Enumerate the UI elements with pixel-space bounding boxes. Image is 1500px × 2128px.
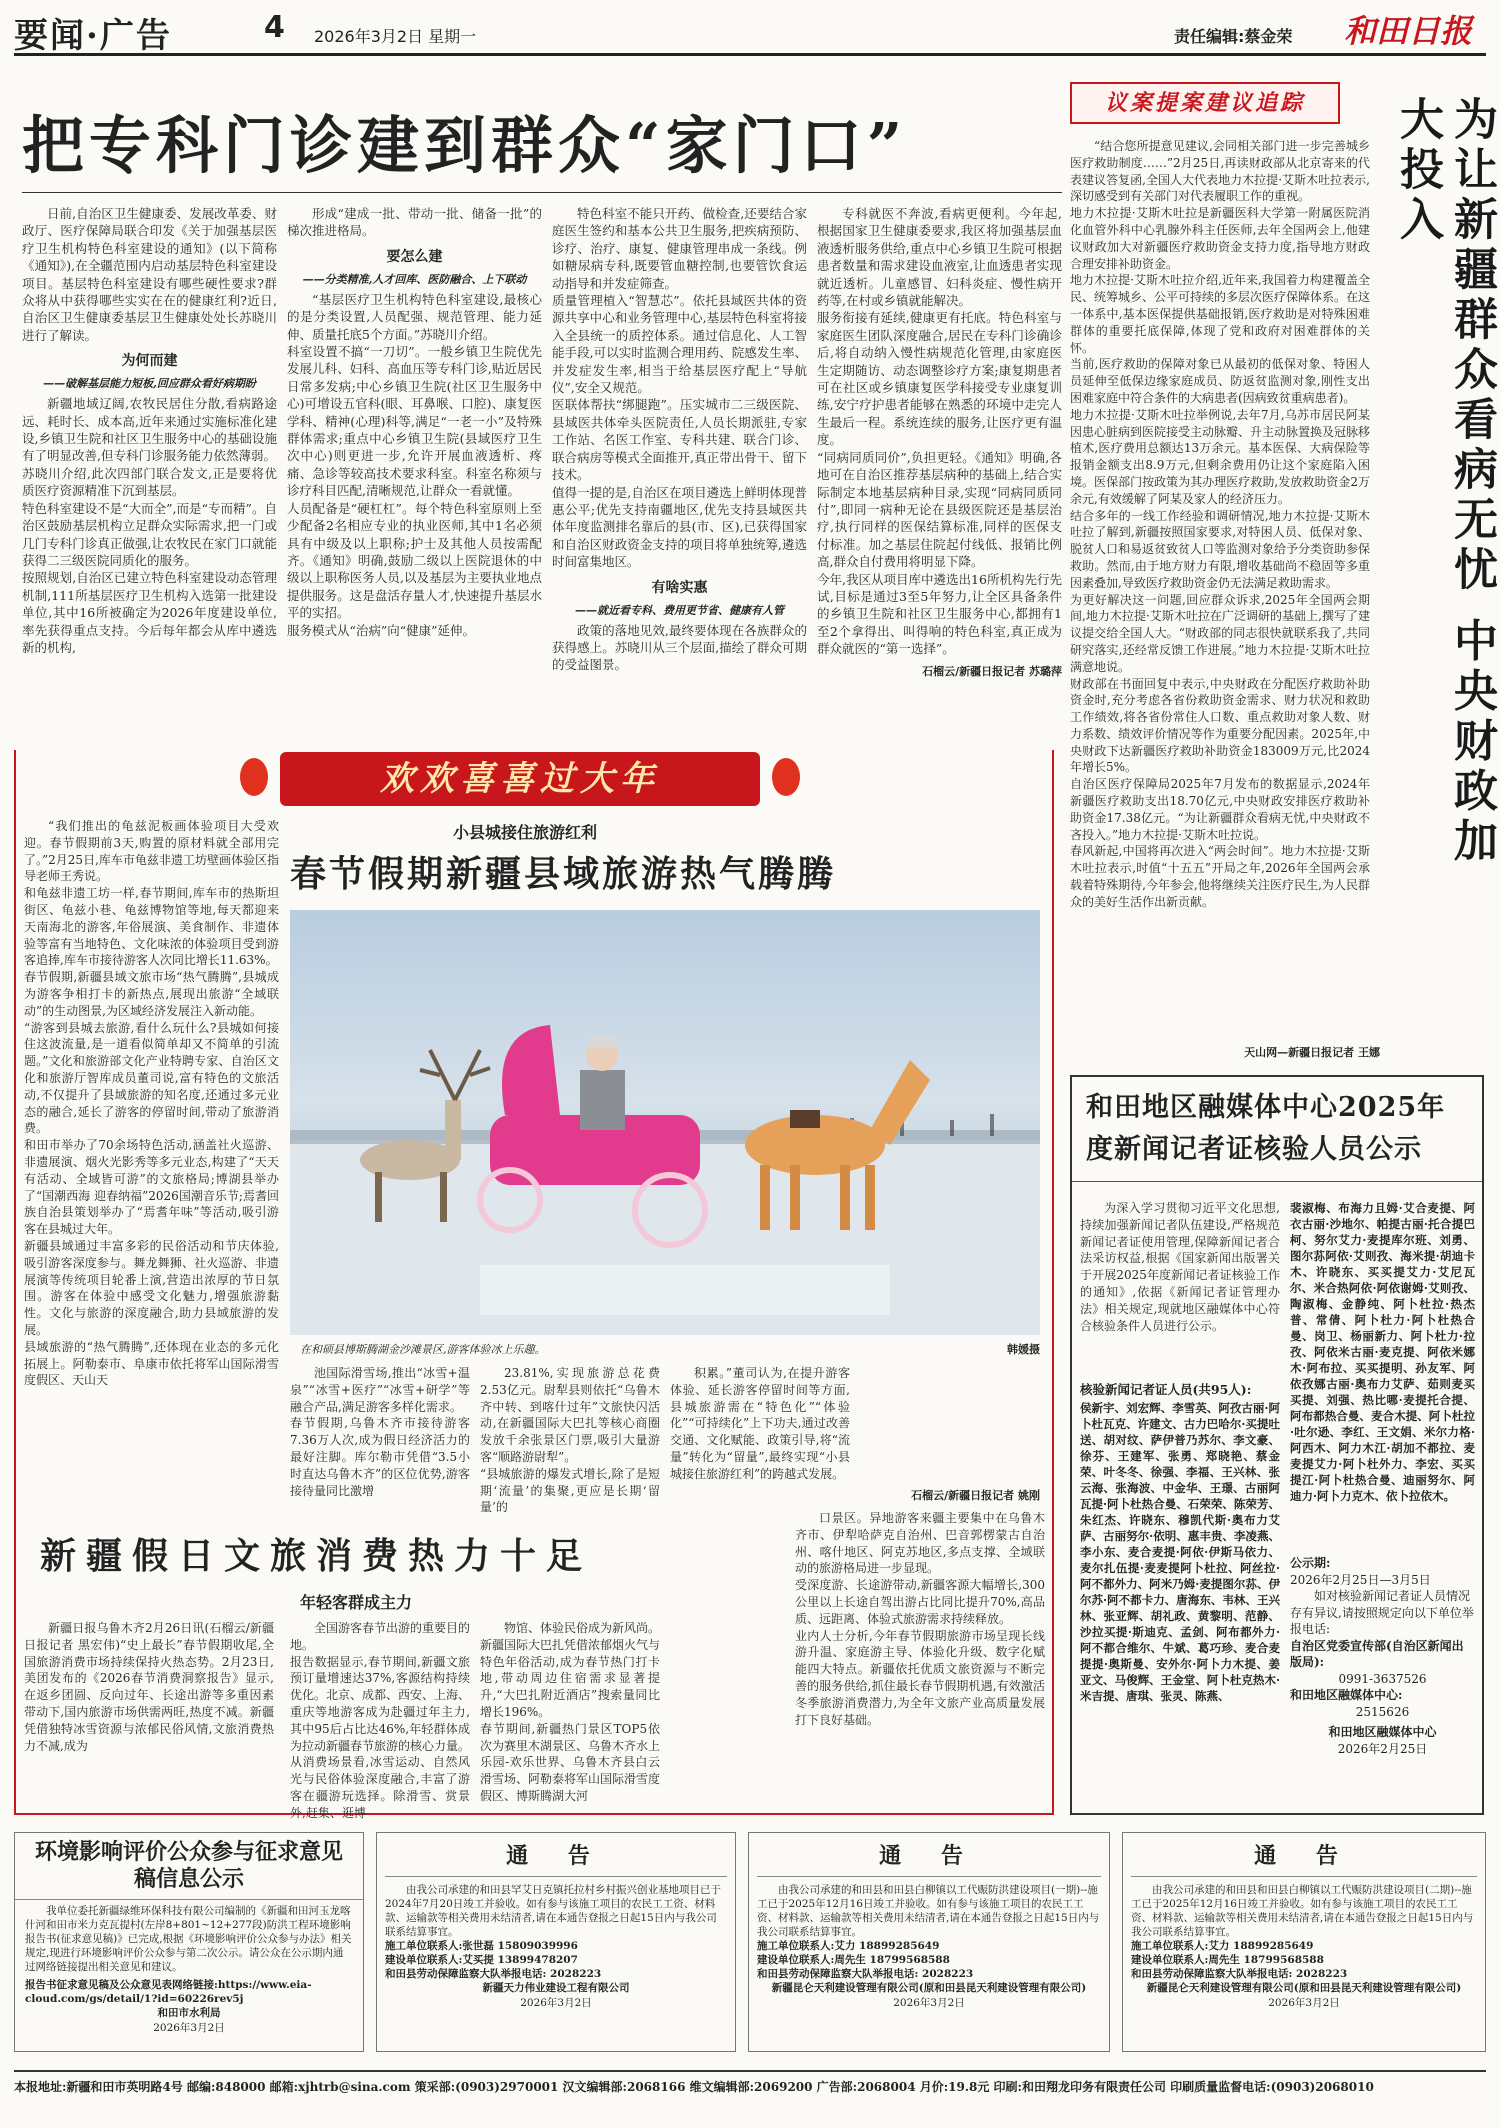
lead-col-3: 特色科室不能只开药、做检查,还要结合家庭医生签约和基本公共卫生服务,把疾病预防、诊疗、治疗、康复、健康管理串成一条线。例如糖尿病专科,既要管血糖控制,也要管饮食运动指导和并发症筛查。 质量管理植入“智慧芯”。依托县域医共体的资源共享中心和业务管理中心,基层特色科室将接入全县统一的质控体系。通过信息化、人工智能手段,可以实时监测合理用药、院感发生率、并发症发生率,相当于给基层医疗配上“导航仪”,安全又规范。 医联体帮扶“绑腿跑”。压实城市二三级医院、县域医共体牵头医院责任,人员长期派驻,专家工作站、名医工作室、专科共建、联合门诊、联合病房等模式全面推开,真正带出骨干、留下技术。 值得一提的是,自治区在项目遴选上鲜明体现普惠公平;优先支持南疆地区,优先支持县域医共体年度监测排名靠后的县(市、区),已获得国家和自治区财政资金支持的项目将单独统筹,遴选时间富集地区。 有啥实惠 ——就近看专科、费用更节省、健康有人管 政策的落地见效,最终要体现在各族群众的获得感上。苏晓川从三个层面,描绘了群众可期的受益图景。 [552, 206, 807, 673]
consume-col-3: 物馆、体验民俗成为新风尚。新疆国际大巴扎凭借浓郁烟火气与特色年俗活动,成为春节热门打卡地,带动周边住宿需求显著提升,“大巴扎附近酒店”搜索量同比增长196%。 春节期间,新疆热门景区TOP5依次为赛里木湖景区、乌鲁木齐水上乐园-欢乐世界、乌鲁木齐县白云滑雪场、阿勒泰将军山国际滑雪度假区、博斯腾湖大河 [480, 1621, 661, 1803]
side-byline: 天山网—新疆日报记者 王娜 [1244, 1046, 1380, 1059]
festival-byline: 石榴云/新疆日报记者 姚刚 [911, 1489, 1040, 1502]
lantern-right-icon [772, 758, 800, 796]
consume-col-4: 口景区。异地游客来疆主要集中在乌鲁木齐市、伊犁哈萨克自治州、巴音郭楞蒙古自治州、喀什地区、阿克苏地区,多点支撑、全域联动的旅游格局进一步显现。 受深度游、长途游带动,新疆客源大幅增长,300公里以上长途自驾出游占比同比提升70%,高品质、远距离、体验式旅游需求持续释放。 业内人士分析,今年春节假期旅游市场呈现长线游升温、家庭游主导、体验化升级、数字化赋能四大特点。新疆依托优质文旅资源与不断完善的服务供给,抓住最长春节假期机遇,有效激活冬季旅游消费潜力,为全年文旅产业高质量发展打下良好基础。 [795, 1511, 1045, 1727]
subhead-why: 为何而建 [121, 353, 178, 370]
lead-col-2: 形成“建成一批、带动一批、储备一批”的梯次推进格局。 要怎么建 ——分类精准,人才回库、医防融合、上下联动 “基层医疗卫生机构特色科室建设,最核心的是分类设置,人员配强、规范管理、能力延伸、质量托底5个方面。”苏晓川介绍。 科室设置不搞“一刀切”。一般乡镇卫生院优先发展儿科、妇科、高血压等专科门诊,贴近居民日常多发病;中心乡镇卫生院(社区卫生服务中心)可增设五官科(眼、耳鼻喉、口腔)、康复医学科、精神(心理)科等,满足“一老一小”及特殊群体需求;重点中心乡镇卫生院(县域医疗卫生次中心)则更进一步,允许开展血液透析、疼痛、急诊等较高技术要求科室。科室名称须与诊疗科目匹配,清晰规范,让群众一看就懂。 人员配备是“硬杠杠”。每个特色科室原则上至少配备2名相应专业的执业医师,其中1名必须具有中级及以上职称;护士及其他人员按需配齐。《通知》明确,鼓励二级以上医院退休的中级以上职称医务人员,以及基层为主要执业地点提供服务。这是盘活存量人才,快速提升基层水平的实招。 服务模式从“治病”向“健康”延伸。 [287, 206, 542, 638]
editor: 责任编辑:蔡金荣 [1174, 27, 1293, 46]
subhead-benefit: 有啥实惠 [651, 579, 708, 596]
notice-period-block: 公示期: 2026年2月25日—3月5日 如对核验新闻记者证人员情况存有异议,请按照规定向以下单位举报电话: 自治区党委宣传部(自治区新闻出版局): 0991-3637526 和田地区融媒体中心: 2515626 和田地区融媒体中心 2026年2月25日 [1290, 1556, 1474, 1756]
festival-col-3: 23.81%,实现旅游总花费2.53亿元。尉犁县则依托“乌鲁木齐中转、到喀什过年”文旅快闪活动,在新疆国际大巴扎等核心商圈发放千余张景区门票,吸引大量游客“顺路游尉犁”。 “县城旅游的爆发式增长,除了是短期‘流量’的集聚,更应是长期‘留量’的 [480, 1366, 660, 1515]
festival-col-2: 池国际滑雪场,推出“冰雪+温泉”“冰雪+医疗”“冰雪+研学”等融合产品,满足游客多样化需求。 春节假期,乌鲁木齐市接待游客7.36万人次,成为假日经济活力的最好注脚。库尔勒市凭借“3.5小时直达乌鲁木齐”的区位优势,游客接待量同比激增 [290, 1366, 470, 1498]
headline: 把专科门诊建到群众“家门口” [22, 109, 908, 182]
column-label: 议案提案建议追踪 [1070, 82, 1340, 124]
side-article: “结合您所提意见建议,会同相关部门进一步完善城乡医疗救助制度……”2月25日,再读财政部从北京寄来的代表建议答复函,全国人大代表地力木拉提·艾斯木吐拉表示,深切感受到有关部门对代表履职工作的重视。 地力木拉提·艾斯木吐拉是新疆医科大学第一附属医院消化血管外科中心乳腺外科主任医师,去年全国两会上,他建议财政加大对新疆医疗救助资金支持力度,指导地方财政合理安排补助资金。 地力木拉提·艾斯木吐拉介绍,近年来,我国着力构建覆盖全民、统筹城乡、公平可持续的多层次医疗保障体系。在这一体系中,基本医保提供基础报销,医疗救助是对特殊困难群体的重要托底保障,体现了党和政府对困难群体的关怀。 当前,医疗救助的保障对象已从最初的低保对象、特困人员延伸至低保边缘家庭成员、防返贫监测对象,刚性支出困难家庭中符合条件的大病患者(因病致贫重病患者)。 地力木拉提·艾斯木吐拉举例说,去年7月,乌苏市居民阿某因患心脏病到医院接受主动脉瓣、升主动脉置换及冠脉移植术,医疗费用总额达13万余元。基本医保、大病保险等报销金额支出8.9万元,但剩余费用仍让这个家庭陷入困境。医保部门按政策为其办理医疗救助,发放救助资金2万余元,有效缓解了阿某及家人的经济压力。 结合多年的一线工作经验和调研情况,地力木拉提·艾斯木吐拉了解到,新疆按照国家要求,对特困人员、低保对象、脱贫人口和易返贫致贫人口等监测对象给予分类资助参保救助。然而,由于地方财力有限,增收基础尚不稳固等多重因素叠加,导致医疗救助资金仍无法满足救助需求。 为更好解决这一问题,回应群众诉求,2025年全国两会期间,地力木拉提·艾斯木吐拉在广泛调研的基础上,撰写了建议提交给全国人大。“财政部的同志很快就联系我了,共同研究落实,还经常反馈工作进展。”地力木拉提·艾斯木吐拉满意地说。 财政部在书面回复中表示,中央财政在分配医疗救助补助资金时,充分考虑各省份救助资金需求、财力状况和救助工作绩效,将各省份常住人口数、重点救助对象人数、财力系数、绩效评价情况等作为重要分配因素。2025年,中央财政下达新疆医疗救助补助资金183009万元,比2024年增长5%。 自治区医疗保障局2025年7月发布的数据显示,2024年新疆医疗救助支出18.70亿元,中央财政安排医疗救助补助资金17.38亿元。“为让新疆群众看病无忧,中央财政不吝投入。”地力木拉提·艾斯木吐拉说。 春风新起,中国将再次进入“两会时间”。地力木拉提·艾斯木吐拉表示,时值“十五五”开局之年,2026年全国两会承载着特殊期待,今年参会,他将继续关注医疗民生,为人民群众的美好生活作出新贡献。 [1070, 139, 1371, 909]
photo-caption: 在和硕县博斯腾湖金沙滩景区,游客体验冰上乐趣。 [300, 1343, 546, 1356]
footer-info: 本报地址:新疆和田市英明路4号 邮编:848000 邮箱:xjhtrb@sina.com 策采部:(0903)2970001 汉文编辑部:2068166 维文编辑部:2069200 广告部:2068004 月价:19.8元 印刷:和田翔龙印务有限责任公司 印刷质量监督电话:(0903)2068010 [14, 2080, 1374, 2094]
footer-rule [14, 2070, 1486, 2072]
lantern-left-icon [240, 758, 268, 796]
festival-banner: 欢欢喜喜过大年 [280, 752, 760, 806]
names-heading: 核验新闻记者证人员(共95人): [1080, 1382, 1252, 1397]
page-number: 4 [264, 10, 285, 45]
names-list-1: 侯新宇、刘宏辉、李雪英、阿孜古丽·阿卜杜瓦克、许建文、古力巴哈尔·买提吐送、胡对纹、萨伊普乃苏尔、李文豪、徐芬、王建军、张勇、郑晓艳、蔡金荣、叶冬冬、徐强、李福、王兴林、张云海、张海波、中金华、王璟、古丽阿瓦提·阿卜杜热合曼、石荣荣、陈荣芳、朱红杰、许晓东、穆凯代斯·奥布力艾萨、古丽努尔·依明、惠丰贵、李凌燕、李小东、麦合麦提·阿依·伊斯马依力、麦尔扎伍提·麦麦提阿卜杜拉、阿丝拉·阿不都外力、阿米乃姆·麦提图尔荪、伊尔苏·阿不都卡力、唐海东、韦林、王兴林、张亚辉、胡礼政、黄黎明、范静、沙拉买提·斯迪克、孟剑、阿布都外力·阿不都合维尔、牛斌、葛巧珍、麦合麦提提·奥斯曼、安外尔·阿卜力木提、姜亚文、马俊辉、王金堂、阿卜杜克热木·米吉提、唐琪、张灵、陈燕、 [1080, 1401, 1280, 1703]
festival-headline: 春节假期新疆县域旅游热气腾腾 [290, 853, 837, 895]
consume-col-1: 新疆日报乌鲁木齐2月26日讯(石榴云/新疆日报记者 黑宏伟)“史上最长”春节假期收尾,全国旅游消费市场持续保持火热态势。2月23日,美团发布的《2026春节消费洞察报告》显示,在返乡团圆、反向过年、长途出游等多重因素带动下,国内旅游市场供需两旺,热度不减。新疆凭借独特冰雪资源与浓郁民俗风情,文旅消费热力不减,成为 [24, 1621, 274, 1753]
subhead-how: 要怎么建 [386, 248, 443, 265]
lead-col-4: 专科就医不奔波,看病更便利。今年起,根据国家卫生健康委要求,我区将加强基层血液透析服务供给,重点中心乡镇卫生院可根据患者数量和需求建设血液室,让血透患者实现就近透析。儿童感冒、妇科炎症、慢性病开药等,在村或乡镇就能解决。 服务衔接有延续,健康更有托底。特色科室与家庭医生团队深度融合,居民在专科门诊确诊后,将自动纳入慢性病规范化管理,由家庭医生定期随访、动态调整诊疗方案;康复期患者可在社区或乡镇康复医学科接受专业康复训练,安宁疗护患者能够在熟悉的环境中走完人生最后一程。系统连续的服务,让医疗更有温度。 “同病同质同价”,负担更轻。《通知》明确,各地可在自治区推荐基层病种的基础上,结合实际制定本地基层病种目录,实现“同病同质同付”,即同一病种无论在县级医院还是基层治疗,执行同样的医保结算标准,同样的医保支付标准。加之基层住院起付线低、报销比例高,群众自付费用将明显下降。 今年,我区从项目库中遴选出16所机构先行先试,目标是通过3至5年努力,让全区具备条件的乡镇卫生院和社区卫生服务中心,都拥有1至2个拿得出、叫得响的特色科室,真正成为群众就医的“第一选择”。 石榴云/新疆日报记者 苏璐萍 [817, 206, 1062, 678]
lead-byline: 石榴云/新疆日报记者 苏璐萍 [922, 664, 1062, 678]
side-headline: 为让新疆群众看病无忧 中央财政加大投入 [1392, 96, 1497, 868]
festival-col-4: 积累。”董司认为,在提升游客体验、延长游客停留时间等方面,县城旅游需在“特色化”“体验化”“可持续化”上下功夫,通过改善交通、文化赋能、政策引导,将“流量”转化为“留量”,最终实现“小县城接住旅游红利”的跨越式发展。 [670, 1366, 850, 1481]
lead-col-1: 日前,自治区卫生健康委、发展改革委、财政厅、医疗保障局联合印发《关于加强基层医疗卫生机构特色科室建设的通知》(以下简称《通知》),在全疆范围内启动基层特色科室建设项目。基层特色科室建设有哪些硬性要求?群众将从中获得哪些实实在在的健康红利?近日,自治区卫生健康委基层卫生健康处处长苏晓川进行了解读。 为何而建 ——破解基层能力短板,回应群众看好病期盼 新疆地域辽阔,农牧民居住分散,看病路途远、耗时长、成本高,近年来通过实施标准化建设,乡镇卫生院和社区卫生服务中心的基础设施有了明显改善,但专科门诊服务能力依然薄弱。 苏晓川介绍,此次四部门联合发文,正是要将优质医疗资源精准下沉到基层。 特色科室建设不是“大而全”,而是“专而精”。自治区鼓励基层机构立足群众实际需求,把一门或几门专科门诊真正做强,让农牧民在家门口就能获得二三级医院同质化的服务。 按照规划,自治区已建立特色科室建设动态管理机制,111所基层医疗卫生机构入选第一批建设单位,其中16所被确定为2026年度建设单位,率先获得重点支持。今后每年都会从库中遴选新的机构, [22, 206, 277, 655]
public-notice-intro: 为深入学习贯彻习近平文化思想,持续加强新闻记者队伍建设,严格规范新闻记者证使用管理,保障新闻记者合法采访权益,根据《国家新闻出版署关于开展2025年度新闻记者证核验工作的通知》,依据《新闻记者证管理办法》相关规定,现就地区融媒体中心符合核验条件人员进行公示。 [1080, 1201, 1280, 1333]
ice-scene-illustration [290, 910, 1040, 1335]
section-name: 要闻·广告 [14, 16, 172, 56]
headline-rule [22, 192, 1062, 193]
festival-photo [290, 910, 1040, 1335]
consume-col-2: 全国游客春节出游的重要目的地。 报告数据显示,春节期间,新疆文旅预订量增速达37%,客源结构持续优化。北京、成都、西安、上海、重庆等地游客成为赴疆过年主力,其中95后占比达46%,年轻群体成为拉动新疆春节旅游的核心力量。 从消费场景看,冰雪运动、自然风光与民俗体验深度融合,丰富了游客在疆游玩选择。除滑雪、赏景外,赶集、逛博 [290, 1621, 471, 1820]
consume-headline: 新疆假日文旅消费热力十足 [40, 1535, 593, 1577]
public-notice-title: 和田地区融媒体中心2025年度新闻记者证核验人员公示 [1072, 1077, 1482, 1182]
notice-1: 通 告 由我公司承建的和田县罕艾日克镇托拉村乡村振兴创业基地项目已于2024年7月20日竣工并验收。如有参与该施工项目的农民工工资、材料款、运输款等相关费用未结清者,请在本通告登报之日起15日内与我公司联系结算事宜。 施工单位联系人:张世磊 15809039996 建设单位联系人:艾买提 13899478207 和田县劳动保障监察大队举报电话: 2028223 新疆天力伟业建设工程有限公司 2026年3月2日 [376, 1832, 736, 2052]
issue-date: 2026年3月2日 星期一 [314, 27, 477, 46]
masthead [14, 6, 1486, 56]
paper-logo: 和田日报 [1344, 12, 1473, 50]
photo-credit: 韩媛摄 [1007, 1343, 1040, 1356]
notice-3: 通 告 由我公司承建的和田县和田县白柳镇以工代赈防洪建设项目(二期)--施工已于2025年12月16日竣工并验收。如有参与该施工项目的农民工工资、材料款、运输款等相关费用未结清者,请在本通告登报之日起15日内与我公司联系结算事宜。 施工单位联系人:艾力 18899285649 建设单位联系人:周先生 18799568588 和田县劳动保障监察大队举报电话: 2028223 新疆昆仑天利建设管理有限公司(原和田县昆天利建设管理有限公司) 2026年3月2日 [1122, 1832, 1486, 2052]
notice-env: 环境影响评价公众参与征求意见稿信息公示 我单位委托新疆绿维环保科技有限公司编制的《新疆和田河玉龙喀什河和田市米力克瓦提村(左岸8+801~12+277段)防洪工程环境影响报告书(征求意见稿)》已完成,根据《环境影响评价公众参与办法》相关规定,现进行环境影响评价公众参与第二次公示。请公众在公示期内通过网络链接提出相关意见和建议。 报告书征求意见稿及公众意见表网络链接:https://www.eia-cloud.com/gs/detail/1?id=60226rev5j 和田市水利局 2026年3月2日 [14, 1832, 364, 2052]
festival-col-left: “我们推出的龟兹泥板画体验项目大受欢迎。春节假期前3天,购置的原材料就全部用完了。”2月25日,库车市龟兹非遗工坊壁画体验区指导老师王秀说。 和龟兹非遗工坊一样,春节期间,库车市的热斯坦街区、龟兹小巷、龟兹博物馆等地,每天都迎来天南海北的游客,年俗展演、美食制作、非遗体验等富有当地特色、文化味浓的体验项目受到游客追捧,库车市接待游客人次同比增长11.63%。 春节假期,新疆县域文旅市场“热气腾腾”,县城成为游客争相打卡的新热点,展现出旅游“全域联动”的生动图景,为区域经济发展注入新动能。 “游客到县城去旅游,看什么玩什么?县城如何接住这波流量,是一道看似简单却又不简单的引流题。”文化和旅游部文化产业特聘专家、自治区文化和旅游厅智库成员董司说,富有特色的文旅活动,不仅提升了县域旅游的知名度,还通过多元业态的融合,延长了游客的停留时间,带动了旅游消费。 和田市举办了70余场特色活动,涵盖社火巡游、非遗展演、烟火光影秀等多元业态,构建了“天天有活动、全域皆可游”的文旅格局;博湖县举办了“国潮西海 迎春纳福”2026国潮音乐节;焉耆回族自治县策划举办了“焉耆年味”等活动,吸引游客在县城过大年。 新疆县域通过丰富多彩的民俗活动和节庆体验,吸引游客深度参与。舞龙舞狮、社火巡游、非遗展演等传统项目轮番上演,营造出浓厚的节日氛围。游客在体验中感受文化魅力,增强旅游黏性。文化与旅游的深度融合,助力县域旅游的发展。 县域旅游的“热气腾腾”,还体现在业态的多元化拓展上。阿勒泰市、阜康市依托将军山国际滑雪度假区、天山天 [24, 819, 279, 1388]
names-list-2: 裴淑梅、布海力且姆·艾合麦提、阿衣古丽·沙地尔、帕提古丽·托合提巴柯、努尔艾力·麦提库尔班、刘勇、图尔荪阿依·艾则孜、海米提·胡迪卡木、许晓东、买买提艾力·艾尼瓦尔、米合热阿依·阿依谢姆·艾则孜、陶淑梅、金静纯、阿卜杜拉·热杰普、常倩、阿卜杜力·阿卜杜热合曼、岗卫、杨丽新力、阿卜杜力·拉孜、阿依米古丽·麦克提、阿依米娜木·阿布拉、买买提明、孙友军、阿依孜娜古丽·奥布力艾萨、茹则麦买买提、刘强、热比哪·麦提托合提、阿布都热合曼、麦合木提、阿卜杜拉·吐尔逊、李红、王文娟、米尔力格·阿西木、阿力木江·胡加不都拉、麦麦提艾力·阿卜杜外力、李宏、买买提江·阿卜杜热合曼、迪丽努尔、阿迪力·阿卜力克木、依卜拉依木。 [1290, 1201, 1475, 1503]
consume-subtitle: 年轻客群成主力 [300, 1593, 413, 1612]
notice-2: 通 告 由我公司承建的和田县和田县白柳镇以工代赈防洪建设项目(一期)--施工已于2025年12月16日竣工并验收。如有参与该施工项目的农民工工资、材料款、运输款等相关费用未结清者,请在本通告登报之日起15日内与我公司联系结算事宜。 施工单位联系人:艾力 18899285649 建设单位联系人:周先生 18799568588 和田县劳动保障监察大队举报电话: 2028223 新疆昆仑天利建设管理有限公司(原和田县昆天利建设管理有限公司) 2026年3月2日 [748, 1832, 1110, 2052]
festival-kicker: 小县城接住旅游红利 [452, 823, 597, 842]
